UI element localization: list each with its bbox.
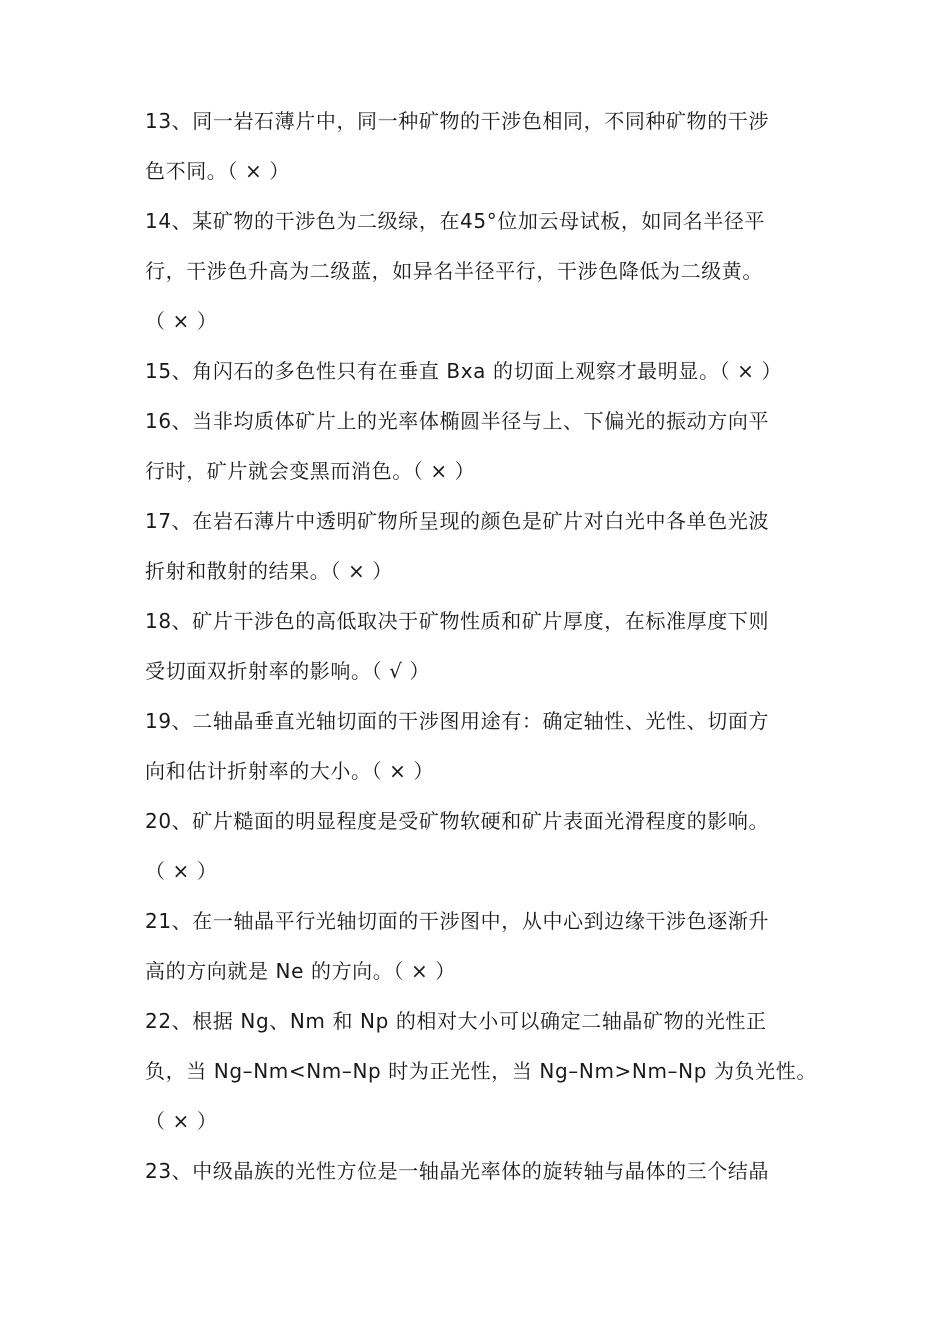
document-body xyxy=(145,96,825,1196)
text-line: 15、角闪石的多色性只有在垂直 Bxa 的切面上观察才最明显。（ × ） xyxy=(145,359,783,383)
text-line: 负，当 Ng–Nm<Nm–Np 时为正光性，当 Ng–Nm>Nm–Np 为负光性。 xyxy=(145,1059,817,1083)
text-line: 受切面双折射率的影响。（ √ ） xyxy=(145,659,431,683)
text-line: （ × ） xyxy=(145,859,218,883)
text-line: （ × ） xyxy=(145,1109,218,1133)
text-line: 行时，矿片就会变黑而消色。（ × ） xyxy=(145,459,476,483)
text-line: 色不同。（ × ） xyxy=(145,159,290,183)
text-line: 17、在岩石薄片中透明矿物所呈现的颜色是矿片对白光中各单色光波 xyxy=(145,509,770,533)
text-line: 14、某矿物的干涉色为二级绿，在45°位加云母试板，如同名半径平 xyxy=(145,209,766,233)
text-line: 向和估计折射率的大小。（ × ） xyxy=(145,759,435,783)
text-line: 19、二轴晶垂直光轴切面的干涉图用途有：确定轴性、光性、切面方 xyxy=(145,709,770,733)
text-line: 高的方向就是 Ne 的方向。（ × ） xyxy=(145,959,456,983)
text-line: 23、中级晶族的光性方位是一轴晶光率体的旋转轴与晶体的三个结晶 xyxy=(145,1159,770,1183)
text-line: （ × ） xyxy=(145,309,218,333)
text-line: 18、矿片干涉色的高低取决于矿物性质和矿片厚度，在标准厚度下则 xyxy=(145,609,770,633)
text-line: 折射和散射的结果。（ × ） xyxy=(145,559,393,583)
text-line: 16、当非均质体矿片上的光率体椭圆半径与上、下偏光的振动方向平 xyxy=(145,409,770,433)
text-line: 20、矿片糙面的明显程度是受矿物软硬和矿片表面光滑程度的影响。 xyxy=(145,809,770,833)
text-line: 21、在一轴晶平行光轴切面的干涉图中，从中心到边缘干涉色逐渐升 xyxy=(145,909,770,933)
text-line: 13、同一岩石薄片中，同一种矿物的干涉色相同，不同种矿物的干涉 xyxy=(145,109,770,133)
text-line: 22、根据 Ng、Nm 和 Np 的相对大小可以确定二轴晶矿物的光性正 xyxy=(145,1009,767,1033)
text-line: 行，干涉色升高为二级蓝，如异名半径平行，干涉色降低为二级黄。 xyxy=(145,259,763,283)
